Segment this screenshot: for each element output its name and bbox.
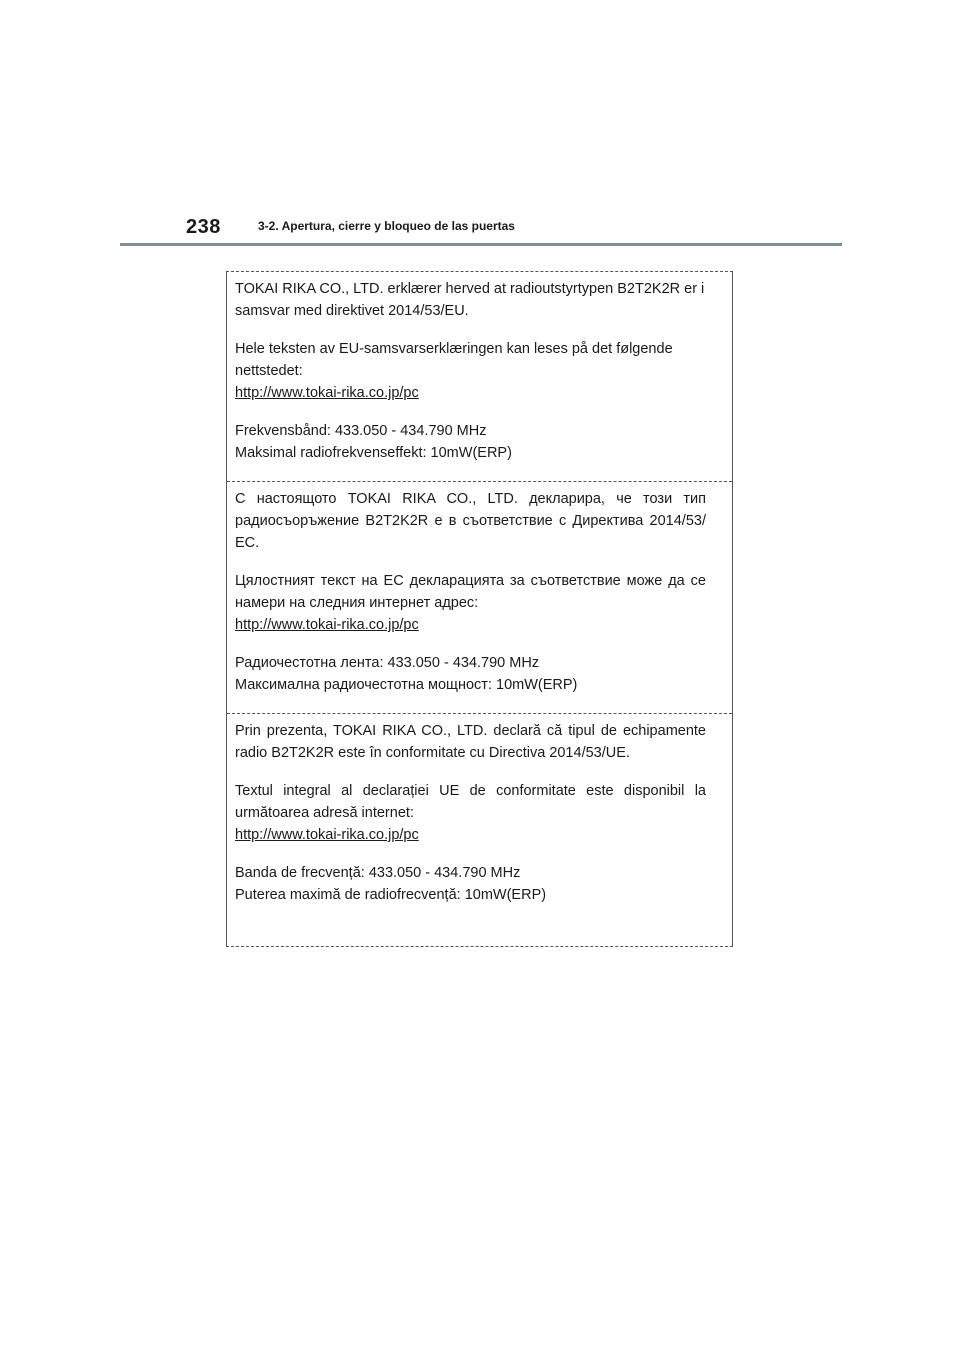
frequency-band: Frekvensbånd: 433.050 - 434.790 MHz <box>235 423 487 439</box>
declaration-text-intro: Textul integral al declarației UE de conformitate este disponibil la următoarea adresă internet: <box>235 783 706 821</box>
declaration-statement: Prin prezenta, TOKAI RIKA CO., LTD. declară că tipul de echipamente radio B2T2K2R este în conformitate cu Directiva 2014/53/UE. <box>235 723 706 761</box>
frequency-band: Banda de frecvență: 433.050 - 434.790 MHz <box>235 865 521 881</box>
declaration-text-intro: Цялостният текст на ЕС декларацията за съответствие може да се намери на следния интернет адрес: <box>235 573 706 611</box>
header-rule <box>120 243 842 246</box>
declaration-url-link[interactable]: http://www.tokai-rika.co.jp/pc <box>235 385 419 401</box>
max-power: Максимална радиочестотна мощност: 10mW(ERP) <box>235 677 578 693</box>
max-power: Puterea maximă de radiofrecvență: 10mW(ERP) <box>235 887 547 903</box>
declaration-statement: С настоящото TOKAI RIKA CO., LTD. декларира, че този тип радиосъоръжение B2T2K2R е в съответствие с Директива 2014/53/ЕС. <box>235 491 706 551</box>
frequency-band: Радиочестотна лента: 433.050 - 434.790 MHz <box>235 655 540 671</box>
declaration-box <box>226 271 733 947</box>
max-power: Maksimal radiofrekvenseffekt: 10mW(ERP) <box>235 445 512 461</box>
declaration-url-link[interactable]: http://www.tokai-rika.co.jp/pc <box>235 617 419 633</box>
page-number: 238 <box>186 216 221 238</box>
declaration-statement: TOKAI RIKA CO., LTD. erklærer herved at radioutstyrtypen B2T2K2R er i samsvar med direktivet 2014/53/EU. <box>235 281 705 319</box>
declaration-url-link[interactable]: http://www.tokai-rika.co.jp/pc <box>235 827 419 843</box>
declaration-romanian <box>227 713 732 946</box>
declaration-bulgarian <box>227 481 732 713</box>
declaration-text-intro: Hele teksten av EU-samsvarserklæringen kan leses på det følgende nettstedet: <box>235 341 673 379</box>
section-title: 3-2. Apertura, cierre y bloqueo de las puertas <box>258 219 515 233</box>
declaration-norwegian <box>227 272 732 481</box>
